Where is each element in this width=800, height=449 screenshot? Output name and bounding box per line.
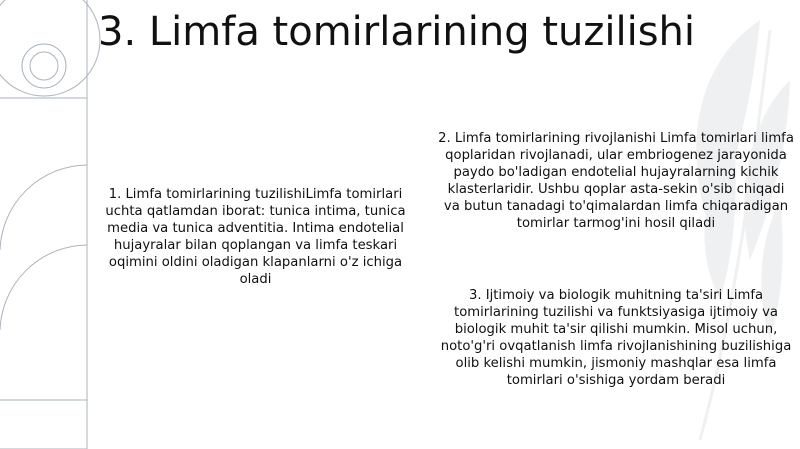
paragraph-1: 1. Limfa tomirlarining tuzilishiLimfa tomirlari uchta qatlamdan iborat: tunica intima, tunica media va tunica adventitia. Intima endotelial hujayralar bilan qoplangan va limfa teskari oqimini oldini oladigan klapanlarni o'z ichiga oladi [105, 187, 406, 287]
paragraph-2: 2. Limfa tomirlarining rivojlanishi Limfa tomirlari limfa qoplaridan rivojlanadi, ular embriogenez jarayonida paydo bo'ladigan endotelial hujayralarning kichik klasterlaridir. Ushbu qoplar asta-sekin o'sib chiqadi va butun tanadagi to'qimalardan limfa chiqaradigan tomirlar tarmog'ini hosil qiladi [438, 131, 794, 231]
slide-title: 3. Limfa tomirlarining tuzilishi [98, 9, 696, 55]
paragraph-3: 3. Ijtimoiy va biologik muhitning ta'siri Limfa tomirlarining tuzilishi va funktsiyasiga ijtimoiy va biologik muhit ta'sir qilishi mumkin. Misol uchun, noto'g'ri ovqatlanish limfa rivojlanishining buzilishiga olib kelishi mumkin, jismoniy mashqlar esa limfa tomirlari o'sishiga yordam beradi [440, 288, 792, 388]
